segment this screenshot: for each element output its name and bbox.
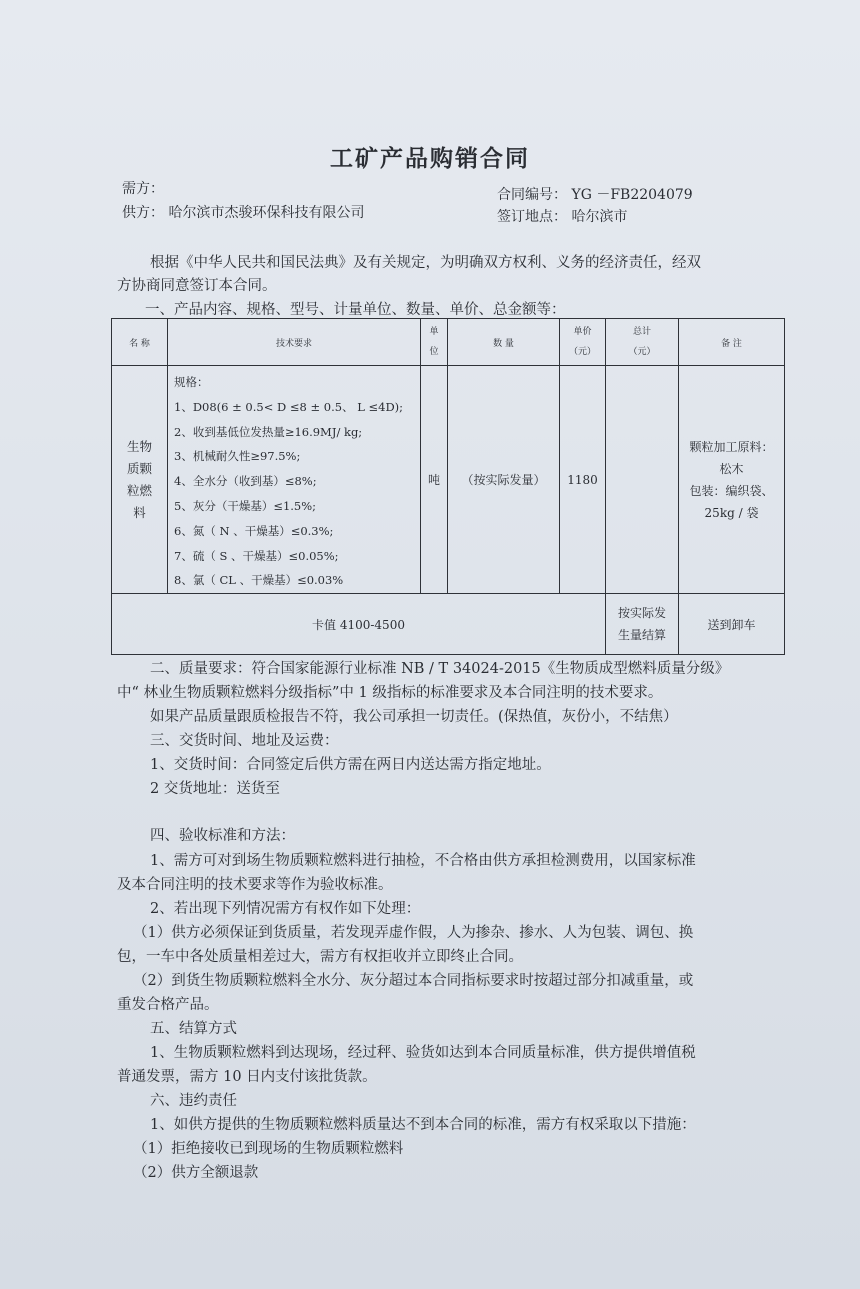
header-tech: 技术要求 xyxy=(168,319,421,366)
header-total-line-2: （元） xyxy=(628,347,656,357)
header-price-line-1: 单价 xyxy=(573,327,592,337)
body-line: 1、如供方提供的生物质颗粒燃料质量达不到本合同的标准，需方有权采取以下措施： xyxy=(150,1117,696,1133)
spec-line: 8、氯（ CL 、干燥基）≤0.03% xyxy=(174,573,344,588)
body-line: 三、交货时间、地址及运费： xyxy=(150,733,339,749)
table-header-row xyxy=(112,319,785,366)
contract-title: 工矿产品购销合同 xyxy=(330,145,530,172)
remark-line-1: 颗粒加工原料： xyxy=(689,439,774,454)
settlement-line-1: 按实际发 xyxy=(617,606,666,621)
header-qty: 数 量 xyxy=(448,319,560,366)
supplier-name: 供方： 哈尔滨市杰骏环保科技有限公司 xyxy=(122,205,365,221)
header-name: 名 称 xyxy=(112,319,168,366)
price-cell: 1180 xyxy=(560,366,606,594)
contract-number: 合同编号： YG －FB2204079 xyxy=(497,187,693,203)
remark-line-4: 25kg / 袋 xyxy=(704,505,759,520)
remark-line-3: 包装：编织袋、 xyxy=(689,483,774,498)
body-line: 五、结算方式 xyxy=(150,1021,237,1037)
product-name-line-4: 料 xyxy=(133,504,146,520)
unit-cell: 吨 xyxy=(421,366,448,594)
spec-line: 7、硫（ S 、干燥基）≤0.05%; xyxy=(174,548,339,563)
body-line: 重发合格产品。 xyxy=(117,997,219,1013)
quantity-cell: （按实际发量） xyxy=(448,366,560,594)
remark-cell xyxy=(679,366,785,594)
spec-line: 6、氮（ N 、干燥基）≤0.3%; xyxy=(174,523,334,538)
calorific-value-cell: 卡值 4100-4500 xyxy=(112,594,606,655)
body-line: 2 交货地址：送货至 xyxy=(150,781,280,797)
body-line: 四、验收标准和方法： xyxy=(150,828,295,844)
spec-line: 4、全水分（收到基）≤8%; xyxy=(174,474,317,489)
spec-line: 1、D08(6 ± 0.5< D ≤8 ± 0.5、 L ≤4D); xyxy=(174,399,404,414)
header-remark: 备 注 xyxy=(679,319,785,366)
spec-cell xyxy=(168,366,421,594)
header-total xyxy=(606,319,679,366)
table-footer-row xyxy=(112,594,785,655)
body-line: 二、质量要求：符合国家能源行业标准 NB / T 34024-2015《生物质成型燃料质量分级》 xyxy=(150,661,730,677)
body-line: （2）供方全额退款 xyxy=(133,1165,259,1181)
total-cell xyxy=(606,366,679,594)
body-line: 1、需方可对到场生物质颗粒燃料进行抽检，不合格由供方承担检测费用，以国家标准 xyxy=(150,853,696,869)
body-line: （1）供方必须保证到货质量，若发现弄虚作假，人为掺杂、掺水、人为包装、调包、换 xyxy=(133,925,694,941)
sign-place: 签订地点： 哈尔滨市 xyxy=(497,209,628,225)
body-line: 及本合同注明的技术要求等作为验收标准。 xyxy=(117,877,393,893)
header-unit-line-1: 单 xyxy=(429,327,439,337)
buyer-label: 需方： xyxy=(122,181,164,197)
section-1-heading: 一、产品内容、规格、型号、计量单位、数量、单价、总金额等： xyxy=(145,302,566,318)
spec-line: 规格： xyxy=(174,375,209,389)
body-line: 如果产品质量跟质检报告不符，我公司承担一切责任。(保热值，灰份小，不结焦） xyxy=(150,709,678,725)
header-total-line-1: 总计 xyxy=(632,327,651,337)
body-line: 1、生物质颗粒燃料到达现场，经过秤、验货如达到本合同质量标准，供方提供增值税 xyxy=(150,1045,696,1061)
body-line: 中“ 林业生物质颗粒燃料分级指标”中 1 级指标的标准要求及本合同注明的技术要求。 xyxy=(117,685,663,701)
product-name-cell xyxy=(112,366,168,594)
body-line: 包，一车中各处质量相差过大，需方有权拒收并立即终止合同。 xyxy=(117,949,523,965)
body-line: 1、交货时间：合同签定后供方需在两日内送达需方指定地址。 xyxy=(150,757,551,773)
delivery-cell: 送到卸车 xyxy=(679,594,785,655)
body-line: 2、若出现下列情况需方有权作如下处理： xyxy=(150,901,421,917)
intro-line-1: 根据《中华人民共和国民法典》及有关规定，为明确双方权利、义务的经济责任，经双 xyxy=(150,255,701,271)
body-line: 普通发票，需方 10 日内支付该批货款。 xyxy=(117,1069,377,1085)
header-unit-line-2: 位 xyxy=(429,347,439,357)
body-line: （1）拒绝接收已到现场的生物质颗粒燃料 xyxy=(133,1141,404,1157)
header-unit xyxy=(421,319,448,366)
product-name-line-1: 生物 xyxy=(126,438,152,454)
remark-line-2: 松木 xyxy=(719,461,744,476)
header-price-line-2: （元） xyxy=(568,347,596,357)
body-line: 六、违约责任 xyxy=(150,1093,237,1109)
product-name-line-2: 质颗 xyxy=(126,460,152,476)
settlement-cell xyxy=(606,594,679,655)
intro-line-2: 方协商同意签订本合同。 xyxy=(117,278,277,294)
header-price xyxy=(560,319,606,366)
table-row xyxy=(112,366,785,594)
spec-line: 2、收到基低位发热量≥16.9MJ/ kg; xyxy=(174,424,363,439)
spec-line: 3、机械耐久性≥97.5%; xyxy=(174,449,301,464)
settlement-line-2: 生量结算 xyxy=(617,628,666,643)
product-table xyxy=(111,318,785,655)
product-name-line-3: 粒燃 xyxy=(126,482,152,498)
spec-line: 5、灰分（干燥基）≤1.5%; xyxy=(174,498,317,513)
body-line: （2）到货生物质颗粒燃料全水分、灰分超过本合同指标要求时按超过部分扣减重量，或 xyxy=(133,973,694,989)
